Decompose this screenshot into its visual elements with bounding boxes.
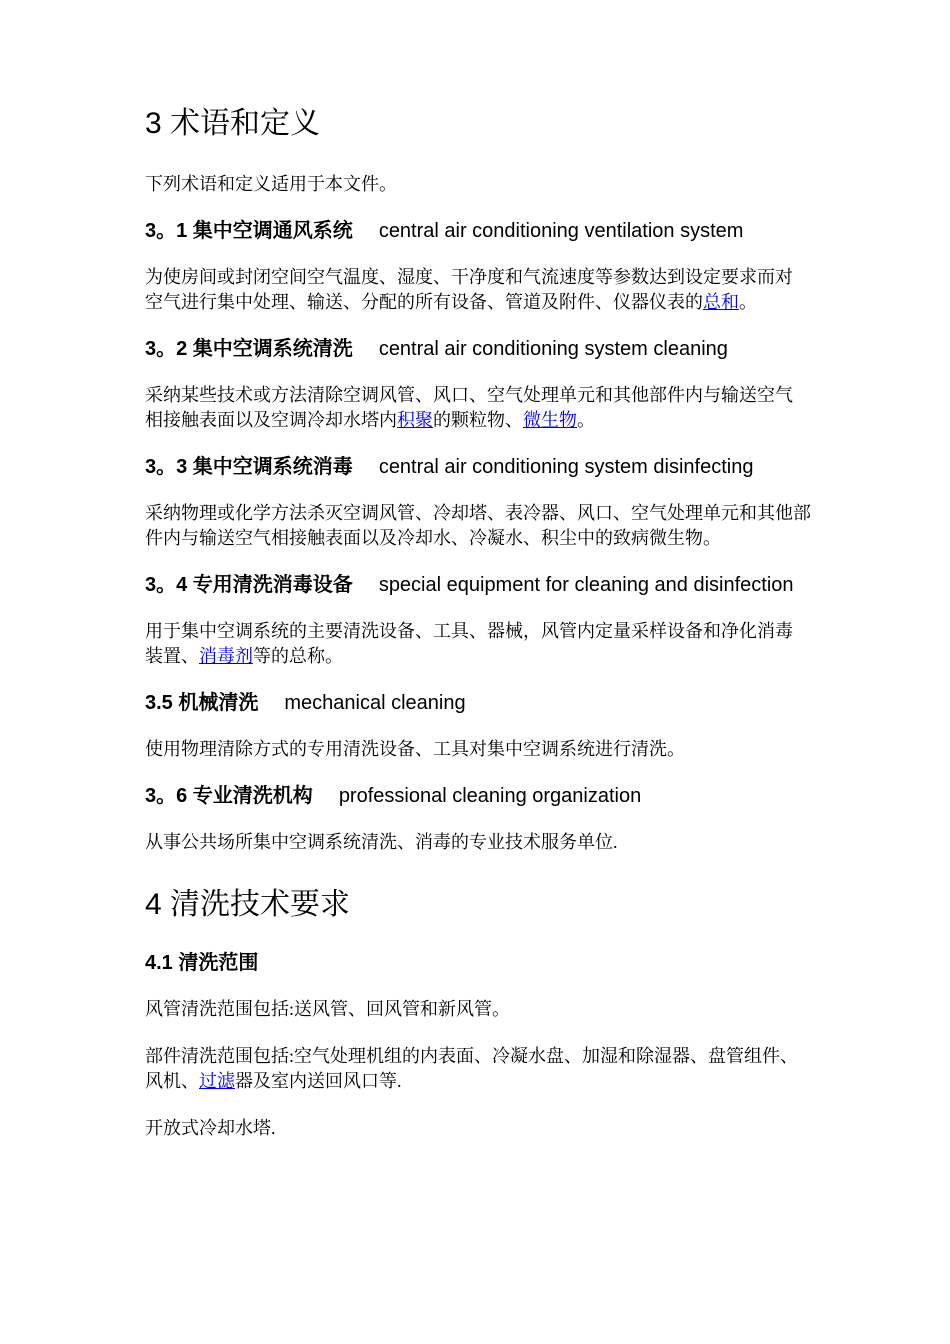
section-4-title: 4 清洗技术要求 — [145, 888, 351, 921]
term-3-6-heading — [145, 784, 810, 808]
link-zonghe[interactable]: 总和 — [703, 292, 739, 312]
link-jiju[interactable]: 积聚 — [397, 410, 433, 430]
term-3-5-heading — [145, 691, 810, 715]
term-heading-zh: 3。3 集中空调系统消毒 — [145, 456, 353, 478]
link-weishengwu[interactable]: 微生物 — [523, 410, 577, 430]
link-xiaoduji[interactable]: 消毒剂 — [199, 646, 253, 666]
term-heading-zh: 3。4 专用清洗消毒设备 — [145, 574, 353, 596]
body-text: 用于集中空调系统的主要清洗设备、工具、器械，风管内定量采样设备和净化消毒装置、 — [145, 621, 793, 666]
document-page — [145, 100, 810, 1141]
term-heading-en: central air conditioning system cleaning — [378, 338, 728, 360]
section-3-intro: 下列术语和定义适用于本文件。 — [145, 174, 397, 194]
term-heading-zh: 3。2 集中空调系统清洗 — [145, 338, 353, 360]
section-4-1-p3: 开放式冷却水塔. — [145, 1118, 276, 1138]
body-text: 为使房间或封闭空间空气温度、湿度、干净度和气流速度等参数达到设定要求而对空气进行集中处理、输送、分配的所有设备、管道及附件、仪器仪表的 — [145, 267, 793, 312]
term-3-3-body: 采纳物理或化学方法杀灭空调风管、冷却塔、表冷器、风口、空气处理单元和其他部件内与输送空气相接触表面以及冷却水、冷凝水、积尘中的致病微生物。 — [145, 503, 811, 548]
term-heading-en: special equipment for cleaning and disinfection — [378, 574, 794, 596]
body-text: 等的总称。 — [253, 646, 343, 666]
term-heading-en: mechanical cleaning — [284, 692, 466, 714]
term-heading-zh: 3。1 集中空调通风系统 — [145, 220, 353, 242]
body-text: 采纳某些技术或方法清除空调风管、风口、空气处理单元和其他部件内与输送空气相接触表面以及空调冷却水塔内 — [145, 385, 793, 430]
term-3-4-body — [145, 619, 810, 669]
term-3-5-body: 使用物理清除方式的专用清洗设备、工具对集中空调系统进行清洗。 — [145, 739, 685, 759]
term-3-1-body — [145, 265, 810, 315]
body-text: 。 — [739, 292, 757, 312]
term-heading-en: central air conditioning ventilation system — [378, 220, 744, 242]
body-text: 的颗粒物、 — [433, 410, 523, 430]
body-text: 器及室内送回风口等. — [235, 1071, 402, 1091]
section-4-1-heading: 4.1 清洗范围 — [145, 952, 259, 974]
term-heading-zh: 3。6 专业清洗机构 — [145, 785, 313, 807]
term-3-2-heading — [145, 337, 810, 361]
section-4-1-p1: 风管清洗范围包括:送风管、回风管和新风管。 — [145, 999, 510, 1019]
section-3-title: 3 术语和定义 — [145, 107, 321, 140]
term-3-1-heading — [145, 219, 810, 243]
term-3-4-heading — [145, 573, 810, 597]
term-3-2-body — [145, 383, 810, 433]
term-heading-en: central air conditioning system disinfecting — [378, 456, 754, 478]
term-3-3-heading — [145, 455, 810, 479]
term-3-6-body: 从事公共场所集中空调系统清洗、消毒的专业技术服务单位. — [145, 832, 618, 852]
body-text: 部件清洗范围包括:空气处理机组的内表面、冷凝水盘、加湿和除湿器、盘管组件、风机、 — [145, 1046, 798, 1091]
term-heading-zh: 3.5 机械清洗 — [145, 692, 259, 714]
body-text: 。 — [577, 410, 595, 430]
link-guolv[interactable]: 过滤 — [199, 1071, 235, 1091]
section-4-1-p2 — [145, 1044, 810, 1094]
term-heading-en: professional cleaning organization — [338, 785, 642, 807]
